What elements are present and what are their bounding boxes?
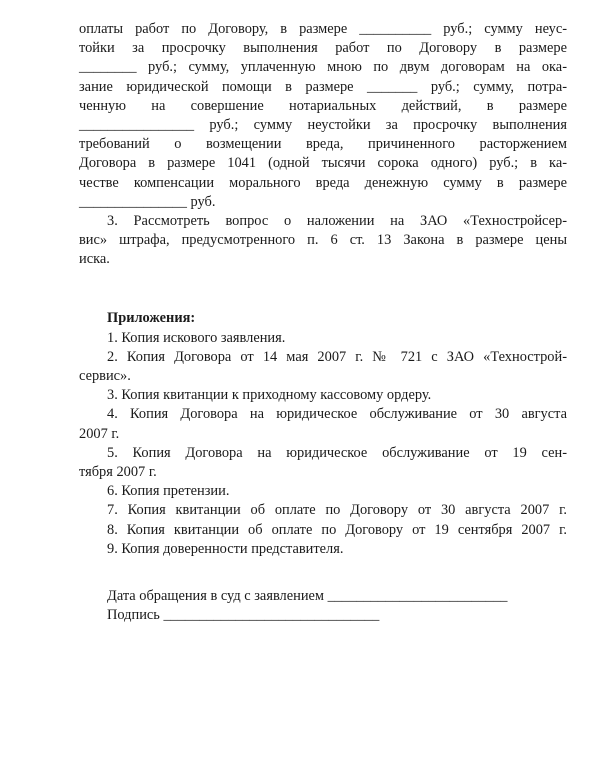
- paragraph-line: ченную на совершение нотариальных действий, в размере: [79, 97, 567, 114]
- claim-paragraph: [79, 20, 567, 212]
- document-page: [79, 20, 567, 625]
- attachment-item: 9. Копия доверенности представителя.: [107, 540, 344, 557]
- item3-line: вис» штрафа, предусмотренного п. 6 ст. 13 Закона в размере цены: [79, 232, 567, 249]
- attachments-list: [79, 329, 567, 559]
- paragraph-line: ________________ руб.; сумму неустойки за просрочку выполнения: [79, 116, 567, 133]
- spacer: [79, 559, 567, 587]
- paragraph-line: требований о возмещении вреда, причиненного расторжением: [79, 136, 567, 153]
- item3-line: 3. Рассмотреть вопрос о наложении на ЗАО «Техностройсер-: [107, 212, 567, 229]
- paragraph-line: _______________ руб.: [79, 193, 216, 210]
- attachments-heading: Приложения:: [107, 310, 196, 327]
- paragraph-line: ________ руб.; сумму, уплаченную мною по двум договорам на ока-: [79, 59, 567, 76]
- spacer: [79, 269, 567, 297]
- attachment-item-continuation: сервис».: [79, 368, 131, 384]
- attachment-item-continuation: тября 2007 г.: [79, 463, 157, 480]
- attachment-item-continuation: 2007 г.: [79, 425, 120, 442]
- paragraph-line: честве компенсации морального вреда денежную сумму в размере: [79, 174, 567, 191]
- date-line: Дата обращения в суд с заявлением _________________________: [107, 587, 508, 604]
- attachment-item: 2. Копия Договора от 14 мая 2007 г. № 721 с ЗАО «Технострой-: [107, 348, 567, 365]
- paragraph-line: оплаты работ по Договору, в размере __________ руб.; сумму неус-: [79, 21, 567, 37]
- attachment-item: 1. Копия искового заявления.: [107, 329, 286, 346]
- item3-line: иска.: [79, 251, 110, 268]
- signature-line: Подпись ______________________________: [107, 607, 380, 624]
- attachment-item: 4. Копия Договора на юридическое обслуживание от 30 августа: [107, 406, 567, 423]
- claim-item-3: [79, 212, 567, 270]
- attachment-item: 7. Копия квитанции об оплате по Договору от 30 августа 2007 г.: [107, 502, 567, 519]
- paragraph-line: Договора в размере 1041 (одной тысячи сорока одного) руб.; в ка-: [79, 155, 567, 172]
- signature-block: [79, 587, 567, 625]
- attachment-item: 6. Копия претензии.: [107, 483, 230, 500]
- attachment-item: 8. Копия квитанции об оплате по Договору от 19 сентября 2007 г.: [107, 521, 567, 538]
- attachment-item: 5. Копия Договора на юридическое обслуживание от 19 сен-: [107, 444, 567, 461]
- paragraph-line: зание юридической помощи в размере _______ руб.; сумму, потра-: [79, 78, 567, 95]
- attachment-item: 3. Копия квитанции к приходному кассовому ордеру.: [107, 387, 432, 404]
- paragraph-line: тойки за просрочку выполнения работ по Договору в размере: [79, 40, 567, 57]
